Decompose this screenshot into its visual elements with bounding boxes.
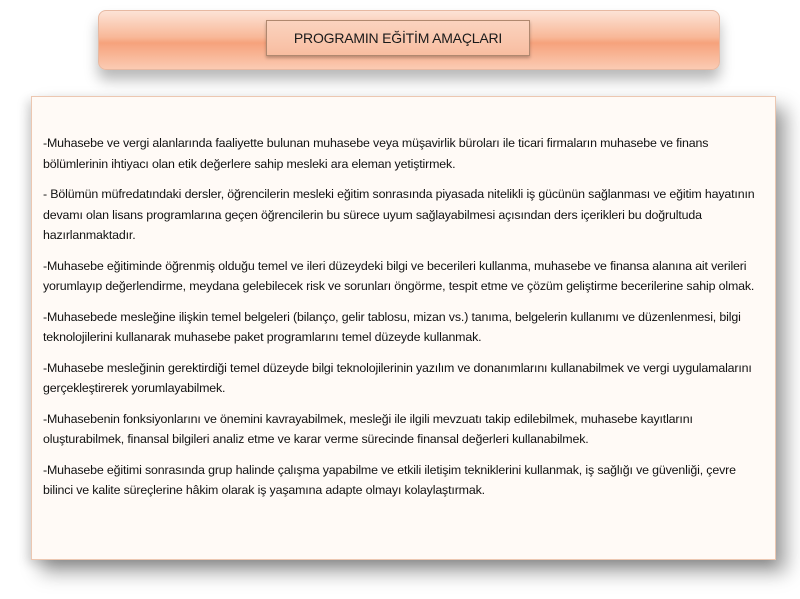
page-title: PROGRAMIN EĞİTİM AMAÇLARI	[293, 30, 503, 46]
objective-paragraph-2: - Bölümün müfredatındaki dersler, öğrencilerin mesleki eğitim sonrasında piyasada nitelikli iş gücünün sağlanması ve eğitim hayatının devamı olan lisans programlarına geçen öğrencilerin bu sürece uyum sağlayabilmesi açısından ders içerikleri bu doğrultuda hazırlanmaktadır.	[43, 187, 755, 242]
objective-paragraph-5: -Muhasebe mesleğinin gerektirdiği temel düzeyde bilgi teknolojilerinin yazılım ve donanımlarını kullanabilmek ve vergi uygulamalarını gerçekleştirerek yorumlayabilmek.	[43, 360, 752, 395]
objective-paragraph-4: -Muhasebede mesleğine ilişkin temel belgeleri (bilanço, gelir tablosu, mizan vs.) tanıma, belgelerin kullanımı ve düzenlenmesi, bilgi teknolojilerini kullanarak muhasebe paket programlarını temel düzeyde kullanmak.	[43, 309, 741, 344]
objective-paragraph-7: -Muhasebe eğitimi sonrasında grup halinde çalışma yapabilme ve etkili iletişim tekniklerini kullanmak, iş sağlığı ve güvenliği, çevre bilinci ve kalite süreçlerine hâkim olarak iş yaşamına adapte olmayı kolaylaştırmak.	[43, 462, 736, 497]
objective-paragraph-6: -Muhasebenin fonksiyonlarını ve önemini kavrayabilmek, mesleği ile ilgili mevzuatı takip edilebilmek, muhasebe kayıtlarını oluşturabilmek, finansal bilgileri analiz etme ve karar verme sürecinde finansal değerleri kullanabilmek.	[43, 411, 693, 446]
objective-paragraph-3: -Muhasebe eğitiminde öğrenmiş olduğu temel ve ileri düzeydeki bilgi ve becerileri kullanma, muhasebe ve finansa alanına ait verileri yorumlayıp değerlendirme, meydana gelebilecek risk ve sorunları öngörme, tespit etme ve çözüm geliştirme becerilerine sahip olmak.	[43, 258, 755, 293]
content-panel	[31, 96, 776, 560]
objective-paragraph-1: -Muhasebe ve vergi alanlarında faaliyette bulunan muhasebe veya müşavirlik büroları ile ticari firmaların muhasebe ve finans bölümlerinin ihtiyacı olan etik değerlere sahip mesleki ara eleman yetiştirmek.	[43, 136, 709, 171]
title-box	[266, 20, 530, 56]
